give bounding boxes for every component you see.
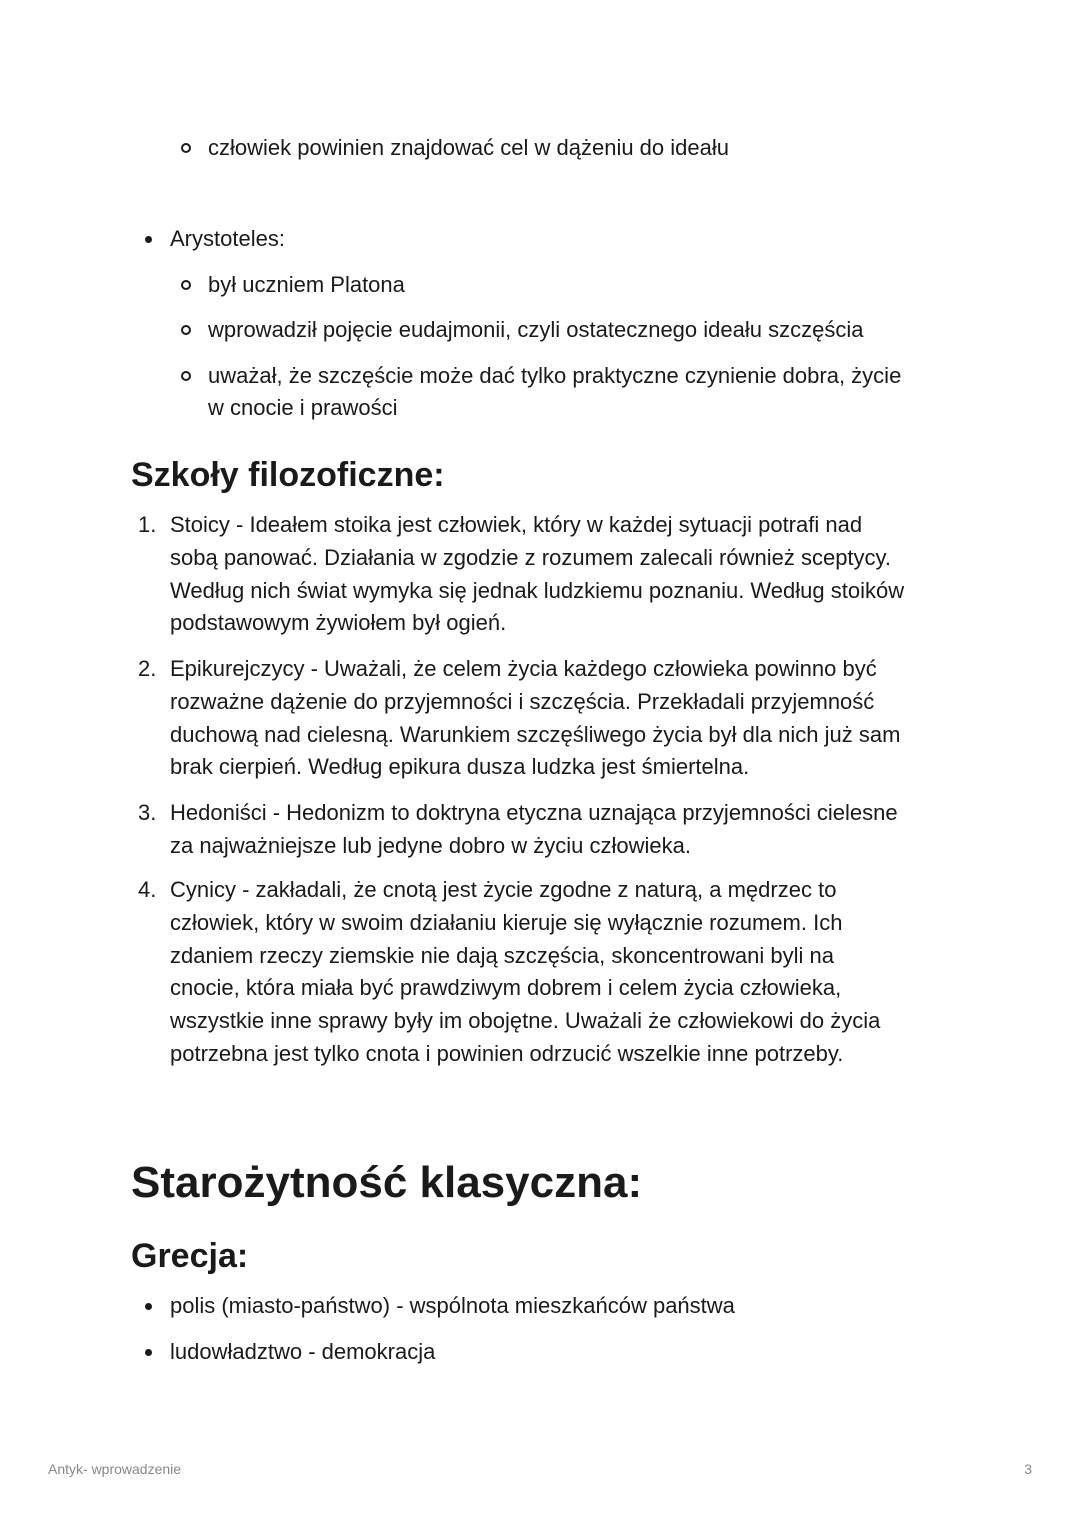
- list-item: człowiek powinien znajdować cel w dążeniu do ideału: [208, 135, 729, 160]
- list-item-line: potrzebna jest tylko cnota i powinien odrzucić wszelkie inne potrzeby.: [170, 1041, 844, 1066]
- list-item-line: podstawowym żywiołem był ogień.: [170, 610, 507, 636]
- list-item-line: Według nich świat wymyka się jednak ludzkiemu poznaniu. Według stoików: [170, 577, 905, 603]
- hollow-bullet-icon: [181, 325, 191, 335]
- list-item-line: duchową nad cielesną. Warunkiem szczęśliwego życia był dla nich już sam: [170, 721, 901, 747]
- list-item-line: za najważniejsze lub jedyne dobro w życiu człowieka.: [170, 832, 691, 858]
- hollow-bullet-icon: [181, 143, 191, 153]
- chapter-heading: Starożytność klasyczna:: [131, 1158, 643, 1207]
- list-item-line: rozważne dążenie do przyjemności i szczęścia. Przekładali przyjemność: [170, 688, 875, 714]
- list-item-line: uważał, że szczęście może dać tylko praktyczne czynienie dobra, życie: [208, 363, 902, 388]
- list-number: 2.: [138, 656, 157, 681]
- list-item: polis (miasto-państwo) - wspólnota mieszkańców państwa: [170, 1293, 735, 1318]
- list-item-label: Arystoteles:: [170, 226, 285, 251]
- list-item-line: wszystkie inne sprawy były im obojętne. Uważali że człowiekowi do życia: [170, 1008, 881, 1034]
- list-item-line: Hedoniści - Hedonizm to doktryna etyczna uznająca przyjemności cielesne: [170, 800, 898, 825]
- list-item-line: był uczniem Platona: [208, 272, 405, 297]
- bullet-icon: [145, 1303, 152, 1310]
- list-number: 4.: [138, 877, 157, 902]
- footer-title: Antyk- wprowadzenie: [48, 1461, 182, 1477]
- section-heading: Grecja:: [131, 1237, 249, 1275]
- page-number: 3: [1024, 1461, 1032, 1477]
- list-item-line: Epikurejczycy - Uważali, że celem życia każdego człowieka powinno być: [170, 656, 877, 681]
- list-item-line: w cnocie i prawości: [208, 395, 398, 420]
- list-item-line: sobą panować. Działania w zgodzie z rozumem zalecali również sceptycy.: [170, 544, 892, 570]
- hollow-bullet-icon: [181, 280, 191, 290]
- list-number: 3.: [138, 800, 157, 825]
- list-number: 1.: [138, 512, 157, 537]
- list-item: ludowładztwo - demokracja: [170, 1339, 436, 1364]
- bullet-icon: [145, 236, 152, 243]
- bullet-icon: [145, 1349, 152, 1356]
- list-item-line: zdaniem rzeczy ziemskie nie dają szczęścia, skoncentrowani byli na: [170, 942, 834, 968]
- list-item-line: cnocie, która miała być prawdziwym dobrem i celem życia człowieka,: [170, 975, 842, 1001]
- list-item-line: człowiek, który w swoim działaniu kieruje się wyłącznie rozumem. Ich: [170, 909, 843, 935]
- list-item-line: wprowadził pojęcie eudajmonii, czyli ostatecznego ideału szczęścia: [208, 317, 864, 342]
- list-item-line: brak cierpień. Według epikura dusza ludzka jest śmiertelna.: [170, 754, 750, 780]
- hollow-bullet-icon: [181, 371, 191, 381]
- section-heading: Szkoły filozoficzne:: [131, 456, 445, 494]
- list-item-line: Stoicy - Ideałem stoika jest człowiek, który w każdej sytuacji potrafi nad: [170, 512, 863, 537]
- list-item-line: Cynicy - zakładali, że cnotą jest życie zgodne z naturą, a mędrzec to: [170, 877, 837, 902]
